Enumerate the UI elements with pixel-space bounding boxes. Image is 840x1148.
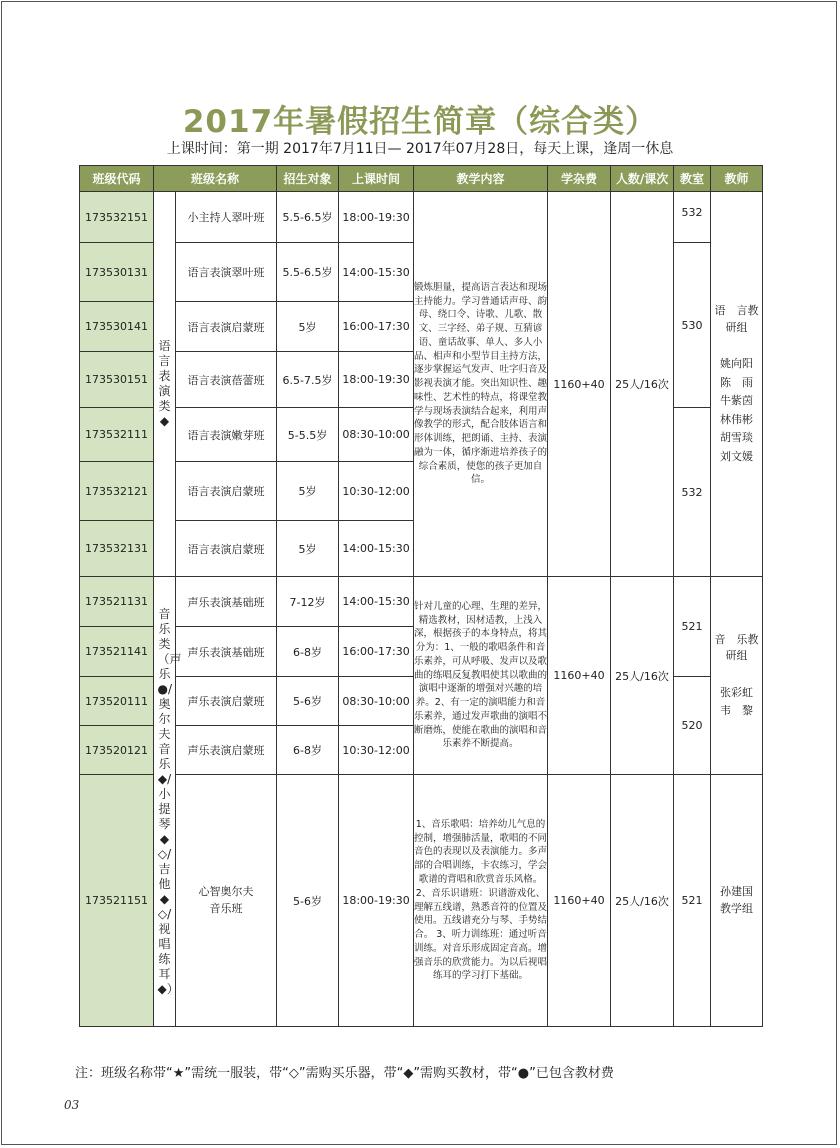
class-time: 08:30-10:00 [339, 677, 414, 726]
class-name: 心智奥尔夫音乐班 [176, 775, 277, 1027]
teacher-group: 音 乐教研组 [714, 632, 759, 662]
target-age: 6.5-7.5岁 [277, 352, 339, 408]
category-music: 音乐类（声乐●/奥尔夫音乐◆/小提琴◆◇/吉他◆◇/视唱练耳◆） [154, 577, 176, 1027]
class-code: 173530131 [80, 243, 154, 302]
class-time: 14:00-15:30 [339, 521, 414, 577]
classroom: 532 [674, 192, 711, 243]
target-age: 5.5-6.5岁 [277, 192, 339, 243]
class-code: 173520121 [80, 726, 154, 775]
classroom: 520 [674, 677, 711, 775]
target-age: 5岁 [277, 462, 339, 521]
class-name: 语言表演翠叶班 [176, 243, 277, 302]
teacher-name: 韦 黎 [720, 704, 754, 717]
header-teaching-content: 教学内容 [414, 166, 548, 192]
teacher-group: 语 言教研组 [714, 304, 759, 334]
classroom: 532 [674, 408, 711, 577]
table-row [80, 775, 763, 1027]
class-time: 18:00-19:30 [339, 775, 414, 1027]
target-age: 5.5-6.5岁 [277, 243, 339, 302]
page-title: 2017年暑假招生简章（综合类） [182, 104, 658, 140]
class-name: 语言表演嫩芽班 [176, 408, 277, 462]
size-sessions: 25人/16次 [611, 192, 674, 577]
class-name: 语言表演启蒙班 [176, 302, 277, 352]
table-row [80, 577, 763, 627]
teacher-name: 胡雪琰 [720, 431, 754, 444]
fee: 1160+40 [548, 577, 611, 775]
class-time: 10:30-12:00 [339, 462, 414, 521]
size-sessions: 25人/16次 [611, 775, 674, 1027]
class-name: 声乐表演基础班 [176, 627, 277, 677]
header-fee: 学杂费 [548, 166, 611, 192]
target-age: 6-8岁 [277, 627, 339, 677]
class-code: 173532121 [80, 462, 154, 521]
class-name: 声乐表演启蒙班 [176, 677, 277, 726]
classroom: 521 [674, 577, 711, 677]
class-code: 173521131 [80, 577, 154, 627]
teacher-cell [711, 577, 763, 775]
teaching-content: 针对儿童的心理、生理的差异，精选教材，因材适教，上浅入深，根据孩子的本身特点，将其分为：1、一般的歌唱条件和音乐素养，可从呼吸、发声以及歌曲的练唱反复教唱使其以歌曲的演唱中逐渐的增强对兴趣的培养。2、有一定的演唱能力和音乐素养，通过发声歌曲的演唱不断磨炼，使能在歌曲的演唱和音乐素养不断提高。 [414, 577, 548, 775]
teacher-cell [711, 192, 763, 577]
header-size-sessions: 人数/课次 [611, 166, 674, 192]
target-age: 5-5.5岁 [277, 408, 339, 462]
class-time: 16:00-17:30 [339, 302, 414, 352]
teacher-name: 刘文媛 [720, 449, 754, 463]
target-age: 5-6岁 [277, 677, 339, 726]
header-class-code: 班级代码 [80, 166, 154, 192]
target-age: 7-12岁 [277, 577, 339, 627]
enrollment-table [79, 165, 763, 1027]
class-code: 173530141 [80, 302, 154, 352]
class-code: 173520111 [80, 677, 154, 726]
class-code: 173532111 [80, 408, 154, 462]
class-name: 语言表演启蒙班 [176, 521, 277, 577]
class-name: 声乐表演启蒙班 [176, 726, 277, 775]
class-code: 173532151 [80, 192, 154, 243]
class-time: 14:00-15:30 [339, 243, 414, 302]
class-time: 10:30-12:00 [339, 726, 414, 775]
header-target-age: 招生对象 [277, 166, 339, 192]
teacher-name: 张彩虹 [720, 685, 754, 699]
header-classroom: 教室 [674, 166, 711, 192]
table-row [80, 192, 763, 243]
class-name: 语言表演蓓蕾班 [176, 352, 277, 408]
table-header-row [80, 166, 763, 192]
teaching-content: 锻炼胆量，提高语言表达和现场主持能力。学习普通话声母、韵母、绕口令、诗歌、儿歌、散文、三字经、弟子规、互猜谚语、童话故事、单人、多人小品、相声和小型节目主持方法，逐步掌握运气发声、吐字归音及影视表演才能。突出知识性、趣味性、艺术性的特点，将课堂教学与现场表演结合起来，利用声像教学的形式，配合肢体语言和形体训练，把朗诵、主持、表演融为一体，循序渐进培养孩子的综合素质，使您的孩子更加自信。 [414, 192, 548, 577]
class-name: 声乐表演基础班 [176, 577, 277, 627]
footnote: 注：班级名称带“★”需统一服装，带“◇”需购买乐器，带“◆”需购买教材，带“●”已包含教材费 [75, 1066, 614, 1081]
teacher-group: 孙建国教学组 [711, 775, 763, 1027]
size-sessions: 25人/16次 [611, 577, 674, 775]
class-time: 18:00-19:30 [339, 352, 414, 408]
class-time: 16:00-17:30 [339, 627, 414, 677]
target-age: 5岁 [277, 521, 339, 577]
classroom: 530 [674, 243, 711, 408]
page-number: 03 [64, 1098, 80, 1112]
class-time: 18:00-19:30 [339, 192, 414, 243]
class-name: 语言表演启蒙班 [176, 462, 277, 521]
page-subtitle: 上课时间：第一期 2017年7月11日— 2017年07月28日，每天上课，逢周一休息 [166, 141, 674, 157]
target-age: 5-6岁 [277, 775, 339, 1027]
class-code: 173521151 [80, 775, 154, 1027]
teacher-name: 牛紫茵 [720, 394, 754, 407]
class-name: 小主持人翠叶班 [176, 192, 277, 243]
class-time: 08:30-10:00 [339, 408, 414, 462]
category-language: 语言表演类◆ [154, 192, 176, 577]
header-class-time: 上课时间 [339, 166, 414, 192]
class-time: 14:00-15:30 [339, 577, 414, 627]
teacher-name: 陈 雨 [720, 375, 754, 389]
classroom: 521 [674, 775, 711, 1027]
header-class-name: 班级名称 [154, 166, 277, 192]
teacher-name: 林伟彬 [720, 412, 754, 426]
fee: 1160+40 [548, 775, 611, 1027]
target-age: 6-8岁 [277, 726, 339, 775]
class-code: 173530151 [80, 352, 154, 408]
class-code: 173532131 [80, 521, 154, 577]
teaching-content: 1、音乐歌唱：培养幼儿气息的控制，增强肺活量，歌唱的不同音色的表现以及表演能力。多声部的合唱训练，卡农练习，学会歌谱的背唱和欣赏音乐风格。 2、音乐识谱班：识谱游戏化、理解五线谱，熟悉音符的位置及使用。五线谱充分与琴、手势结合。 3、听力训练班：通过听音训练。对音乐形成固定音高。增强音乐的欣赏能力。为以后视唱练耳的学习打下基础。 [414, 775, 548, 1027]
target-age: 5岁 [277, 302, 339, 352]
header-teacher: 教师 [711, 166, 763, 192]
class-code: 173521141 [80, 627, 154, 677]
teacher-name: 姚向阳 [720, 357, 754, 370]
fee: 1160+40 [548, 192, 611, 577]
